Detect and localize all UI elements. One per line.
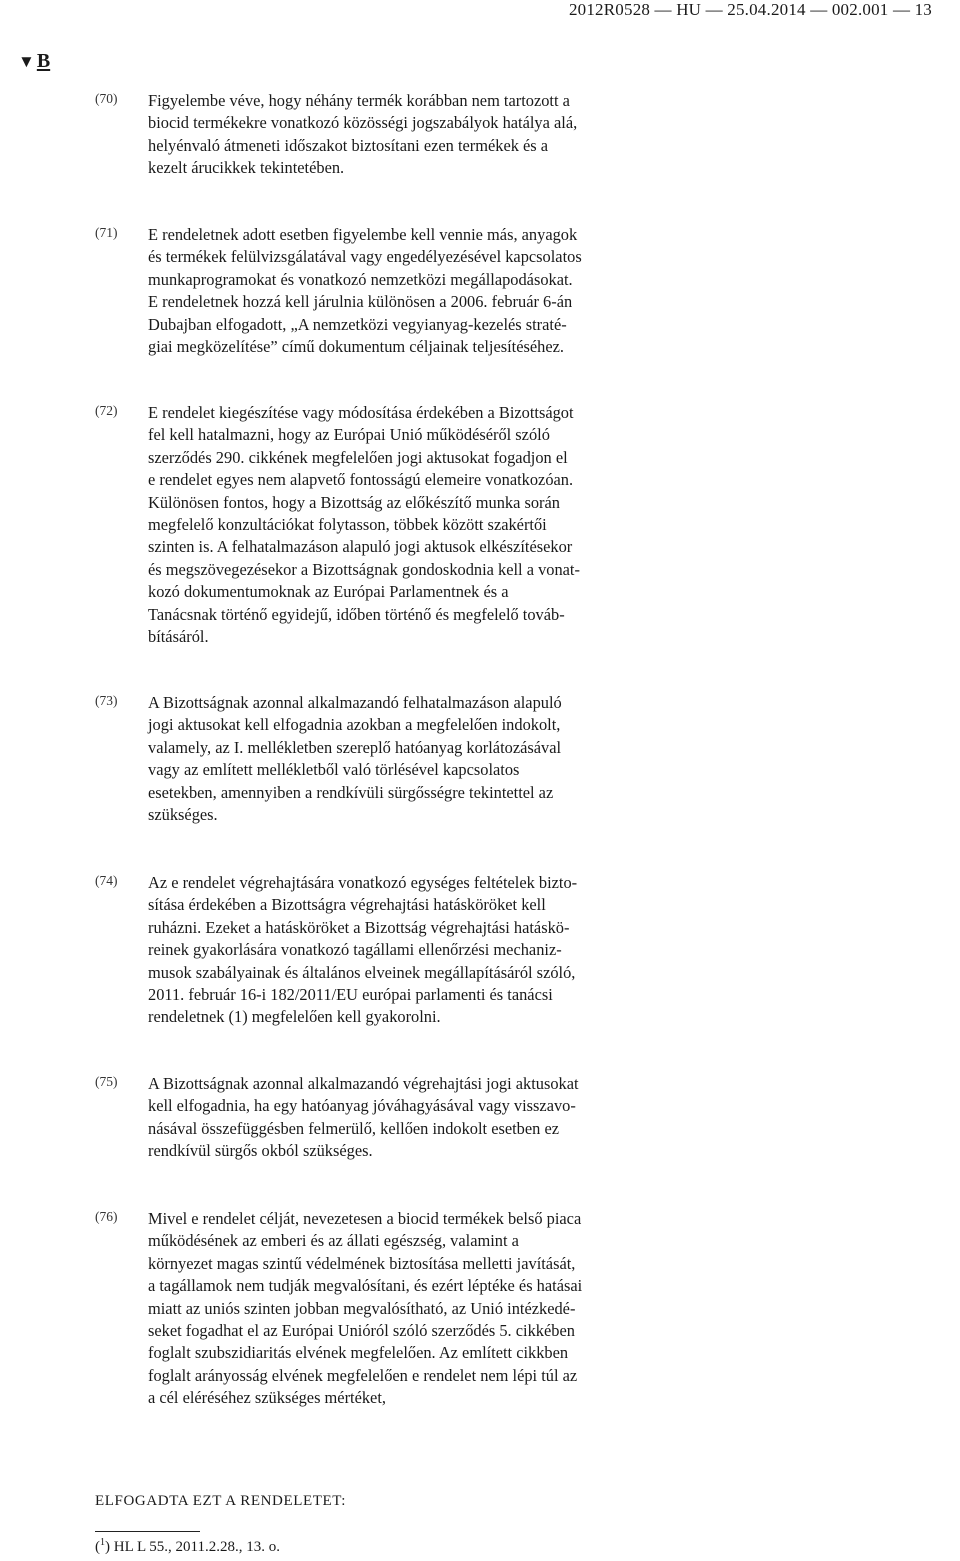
recital-70 [95,90,680,180]
recital-number: (74) [95,873,118,888]
recital-number: (76) [95,1209,118,1224]
recital-text: Az e rendelet végrehajtására vonatkozó egységes feltételek bizto- sítása érdekében a Bizottságra végrehajtási hatásköröket kell ruházni. Ezeket a hatásköröket a Bizottság végrehajtási hatáskö- reinek gyakorlására vonatkozó tagállami ellenőrzési mechaniz- musok szabályainak és általános elveinek megállapításáról szóló, 2011. február 16-i 182/2011/EU európai parlamenti és tanácsi rendeletnek (1) megfelelően kell gyakorolni. [148,873,578,1027]
recital-text: A Bizottságnak azonnal alkalmazandó végrehajtási jogi aktusokat kell elfogadnia, ha egy hatóanyag jóváhagyásával vagy visszavo- násával összefüggésben felmerülő, kellően indokolt esetben ez rendkívül sürgős okból szükséges. [148,1074,579,1161]
recital-73 [95,692,680,826]
recital-number: (72) [95,403,118,418]
footnote-divider [95,1531,200,1532]
recital-75 [95,1073,680,1163]
recital-number: (70) [95,91,118,106]
closing-formula: ELFOGADTA EZT A RENDELETET: [95,1493,347,1509]
footnote-text: HL L 55., 2011.2.28., 13. o. [113,1539,280,1555]
triangle-down-icon: ▼ [18,52,35,71]
footnote: ($^1$) HL L 55., 2011.2.28., 13. o. [95,1537,280,1555]
recital-number: (75) [95,1074,118,1089]
recital-text: E rendelet kiegészítése vagy módosítása érdekében a Bizottságot fel kell hatalmazni, hogy az Európai Unió működéséről szóló szerződés 290. cikkének megfelelően jogi aktusokat fogadjon el e rendelet egyes nem alapvető fontosságú elemeire vonatkozóan. Különösen fontos, hogy a Bizottság az előkészítő munka során megfelelő konzultációkat folytasson, többek között szakértői szinten is. A felhatalmazáson alapuló jogi aktusok elkészítésekor és megszövegezésekor a Bizottságnak gondoskodnia kell a vonat- kozó dokumentumoknak az Európai Parlamentnek és a Tanácsnak történő egyidejű, időben történő és megfelelő továb- bításáról. [148,403,580,647]
recital-text: A Bizottságnak azonnal alkalmazandó felhatalmazáson alapuló jogi aktusokat kell elfogadnia azokban a megfelelően indokolt, valamely, az I. mellékletben szereplő hatóanyag korlátozásával vagy az említett mellékletből való törlésével kapcsolatos esetekben, amennyiben a rendkívüli sürgősségre tekintettel az szükséges. [148,693,562,825]
recital-72 [95,402,680,648]
recital-text: E rendeletnek adott esetben figyelembe kell vennie más, anyagok és termékek felülvizsgálatával vagy engedélyezésével kapcsolatos munkaprogramokat és vonatkozó nemzetközi megállapodásokat. E rendeletnek hozzá kell járulnia különösen a 2006. február 6-án Dubajban elfogadott, „A nemzetközi vegyianyag-kezelés straté- giai megközelítése” című dokumentum céljainak teljesítéséhez. [148,225,582,357]
amendment-marker [18,50,50,73]
recital-76 [95,1208,680,1410]
recital-71 [95,224,680,358]
recital-text: Mivel e rendelet célját, nevezetesen a biocid termékek belső piaca működésének az emberi és az állati egészség, valamint a környezet magas szintű védelmének biztosítása melletti javítását, a tagállamok nem tudják megvalósítani, és ezért léptéke és hatásai miatt az uniós szinten jobban megvalósítható, az Unió intézkedé- seket fogadhat el az Európai Unióról szóló szerződés 5. cikkében foglalt szubszidiaritás elvének megfelelően. Az említett cikkben foglalt arányosság elvének megfelelően e rendelet nem lépi túl az a cél eléréséhez szükséges mértéket, [148,1209,583,1408]
footnote-marker: 1 [100,1537,105,1548]
amendment-marker-label: B [36,50,51,72]
recital-74 [95,872,680,1029]
recital-number: (73) [95,693,118,708]
recital-number: (71) [95,225,118,240]
document-reference-header: 2012R0528 — HU — 25.04.2014 — 002.001 — 13 [568,0,932,19]
recital-text: Figyelembe véve, hogy néhány termék korábban nem tartozott a biocid termékekre vonatkozó közösségi jogszabályok hatálya alá, helyénvaló átmeneti időszakot biztosítani ezen termékek és a kezelt árucikkek tekintetében. [148,91,578,178]
